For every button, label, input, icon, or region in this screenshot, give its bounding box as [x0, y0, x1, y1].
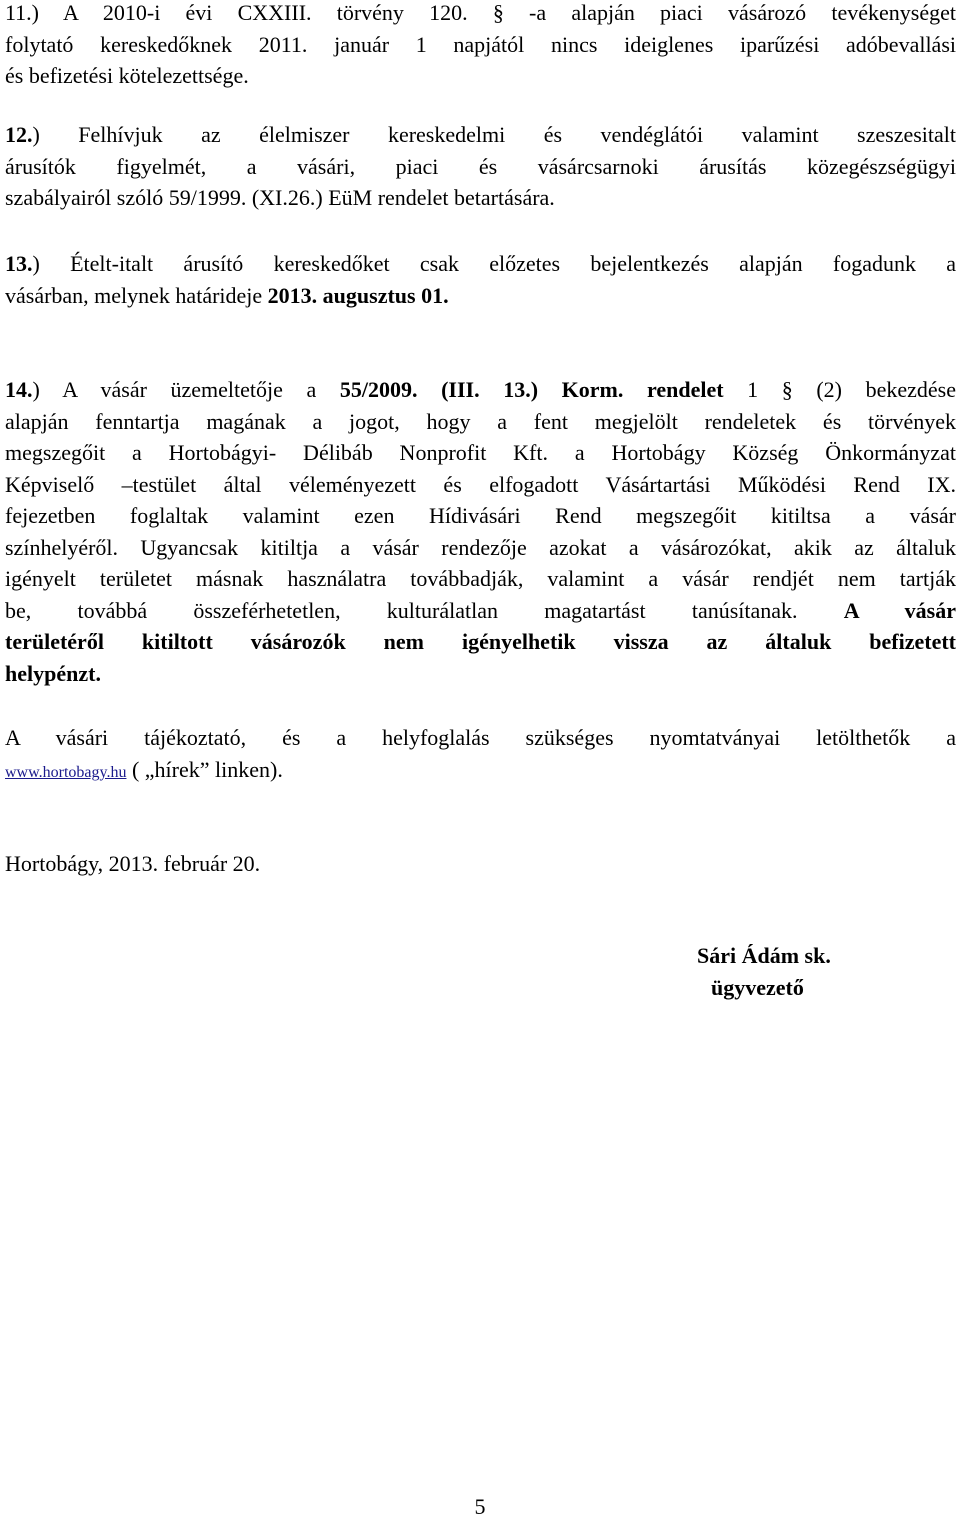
date-line	[5, 848, 956, 880]
p12-number: 12.	[5, 122, 33, 147]
p13-line-2	[5, 280, 956, 312]
p12-line-3: szabályairól szóló 59/1999. (XI.26.) EüM rendelet betartására.	[5, 185, 555, 210]
info-line-2	[5, 754, 956, 786]
p14-line-10-bold: helypénzt.	[5, 660, 101, 686]
p14-line-1	[5, 374, 956, 406]
signatory-title: ügyvezető	[711, 975, 804, 1000]
p14-line-8-bold: A vásár	[843, 597, 956, 623]
p14-line-9-bold: területéről kitiltott vásározók nem igényelhetik vissza az általuk befizetett	[5, 629, 956, 654]
p14-line-9	[5, 626, 956, 658]
p14-line-8	[5, 595, 956, 627]
p12-line-2: árusítók figyelmét, a vásári, piaci és vásárcsarnoki árusítás közegészségügyi	[5, 153, 956, 179]
paragraph-14	[5, 374, 956, 689]
info-paragraph	[5, 722, 956, 785]
p14-number: 14.	[5, 377, 33, 402]
p14-regulation: 55/2009. (III. 13.) Korm. rendelet	[339, 377, 724, 402]
document-date: Hortobágy, 2013. február 20.	[5, 851, 261, 876]
p14-line-7: igényelt területet másnak használatra továbbadják, valamint a vásár rendjét nem tartják	[5, 566, 956, 591]
p13-line-1	[5, 248, 956, 280]
p13-deadline: 2013. augusztus 01.	[267, 282, 449, 308]
p11-line-3: és befizetési kötelezettsége.	[5, 63, 249, 88]
p13-line-1-text: ) Ételt-italt árusító kereskedőket csak előzetes bejelentkezés alapján fogadunk a	[32, 251, 956, 276]
p12-line-1-text: ) Felhívjuk az élelmiszer kereskedelmi és vendéglátói valamint szeszesitalt	[32, 122, 956, 147]
p14-line-2: alapján fenntartja magának a jogot, hogy a fent megjelölt rendeletek és törvények	[5, 408, 956, 434]
p14-line-5: fejezetben foglaltak valamint ezen Hídivásári Rend megszegőit kitiltsa a vásár	[5, 503, 956, 528]
paragraph-11	[5, 0, 956, 92]
signatory-name: Sári Ádám sk.	[697, 943, 831, 968]
p14-line-10	[5, 658, 956, 690]
info-line-2-text: ( „hírek” linken).	[126, 756, 283, 782]
paragraph-13	[5, 248, 956, 311]
page-number: 5	[474, 1494, 486, 1519]
p13-line-2-text: vásárban, melynek határideje	[5, 282, 268, 308]
p14-line-1-text-a: ) A vásár üzemeltetője a	[32, 377, 340, 402]
website-link[interactable]: www.hortobagy.hu	[5, 763, 127, 781]
p14-line-4: Képviselő –testület által véleményezett és elfogadott Vásártartási Működési Rend IX.	[5, 471, 956, 497]
p13-number: 13.	[5, 251, 33, 276]
p11-line-1: 11.) A 2010-i évi CXXIII. törvény 120. § -a alapján piaci vásározó tevékenységet	[5, 0, 956, 25]
p11-line-2: folytató kereskedőknek 2011. január 1 napjától nincs ideiglenes iparűzési adóbevallási	[5, 31, 956, 57]
p14-line-6: színhelyéről. Ugyancsak kitiltja a vásár rendezője azokat a vásározókat, akik az általuk	[5, 534, 956, 560]
p14-line-3: megszegőit a Hortobágyi- Délibáb Nonprofit Kft. a Hortobágy Község Önkormányzat	[5, 440, 956, 465]
p12-line-1	[5, 119, 956, 151]
p14-line-1-text-c: 1 § (2) bekezdése	[723, 377, 957, 402]
paragraph-12	[5, 119, 956, 214]
p14-line-8-text: be, továbbá összeférhetetlen, kulturálatlan magatartást tanúsítanak.	[5, 597, 844, 623]
info-line-1: A vásári tájékoztató, és a helyfoglalás szükséges nyomtatványai letölthetők a	[5, 725, 956, 750]
